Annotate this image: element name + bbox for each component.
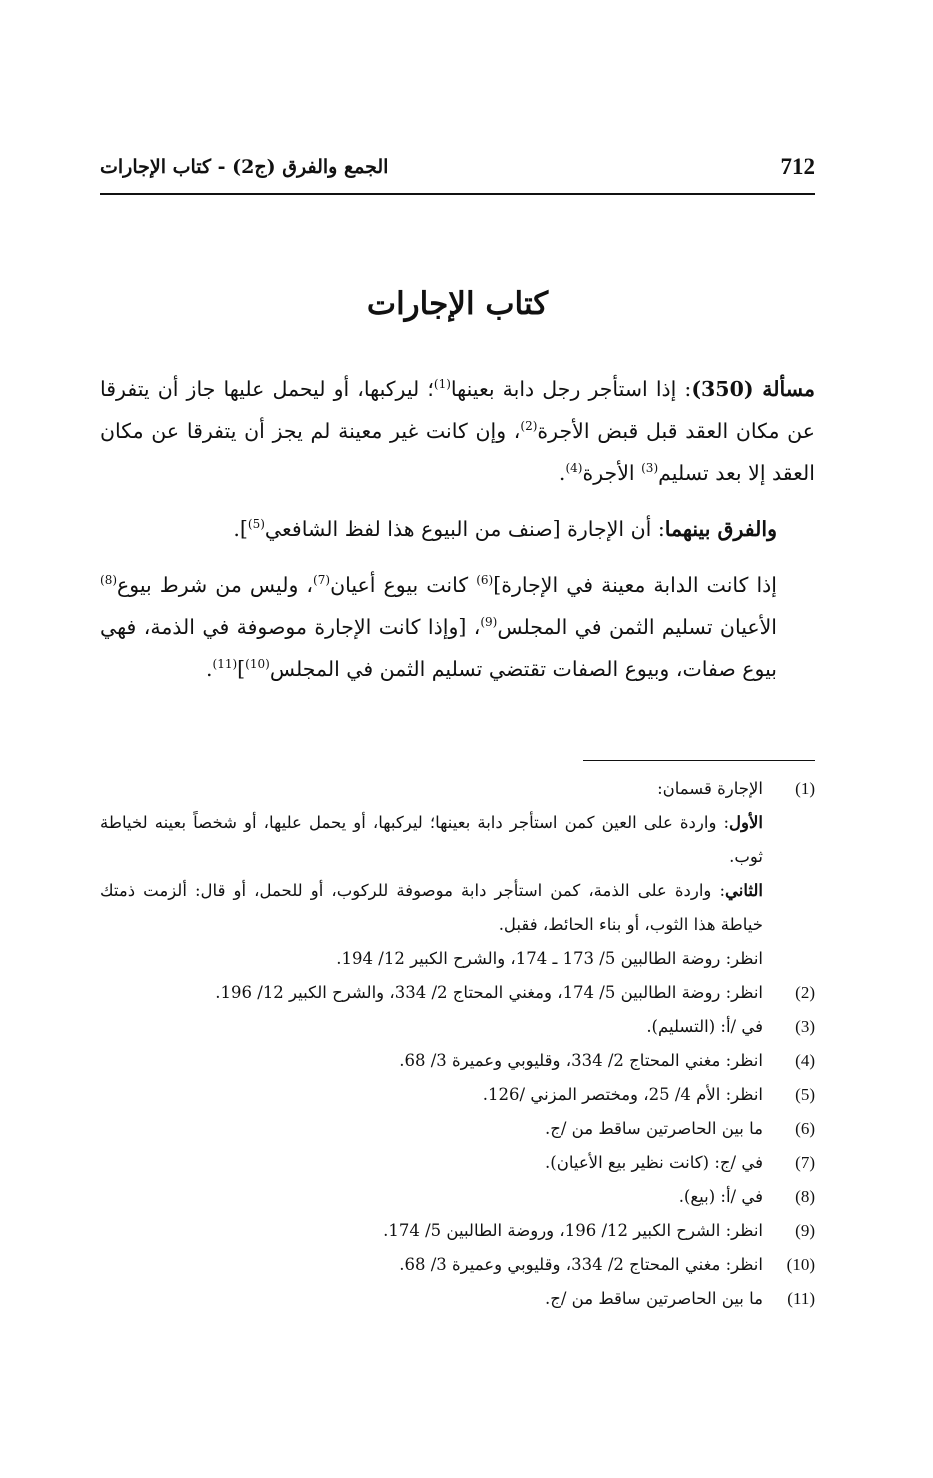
footnote-9: (9) انظر: الشرح الكبير 12/ 196، وروضة الطالبين 5/ 174.	[100, 1214, 815, 1248]
footnote-1-source: انظر: روضة الطالبين 5/ 173 ـ 174، والشرح الكبير 12/ 194.	[336, 949, 763, 968]
footnote-2: (2) انظر: روضة الطالبين 5/ 174، ومغني المحتاج 2/ 334، والشرح الكبير 12/ 196.	[100, 976, 815, 1010]
footnote-6: (6) ما بين الحاصرتين ساقط من /ج.	[100, 1112, 815, 1146]
masala-label: مسألة (350)	[691, 377, 816, 401]
footnote-ref: (4)	[565, 461, 583, 476]
footnote-number: (7)	[795, 1153, 815, 1172]
footnote-ref: (5)	[247, 517, 265, 532]
footnote-ref: (6)	[476, 573, 494, 588]
paragraph-explanation: إذا كانت الدابة معينة في الإجارة]$^{(6)}$ كانت بيوع أعيان$^{(7)}$، وليس من شرط بيوع$^{(8)}$ الأعيان تسليم الثمن في المجلس$^{(9)}$، [وإذا كانت الإجارة موصوفة في الذمة، فهي بيوع صفات، وبيوع الصفات تقتضي تسليم الثمن في المجلس$^{(10)}$]$^{(11)}$.	[100, 573, 778, 681]
footnote-ref: (11)	[212, 657, 238, 672]
header-divider	[100, 193, 815, 195]
footnote-ref: (3)	[641, 461, 659, 476]
footnote-10: (10) انظر: مغني المحتاج 2/ 334، وقليوبي وعميرة 3/ 68.	[100, 1248, 815, 1282]
paragraph-masala: مسألة (350): إذا استأجر رجل دابة بعينها$^{(1)}$؛ ليركبها، أو ليحمل عليها جاز أن يتفرقا عن مكان العقد قبل قبض الأجرة$^{(2)}$، وإن كانت غير معينة لم يجز أن يتفرقا عن مكان العقد إلا بعد تسليم$^{(3)}$ الأجرة$^{(4)}$.	[100, 377, 816, 485]
footnote-ref: (8)	[100, 573, 118, 588]
footnote-5: (5) انظر: الأم 4/ 25، ومختصر المزني /126.	[100, 1078, 815, 1112]
footnote-number: (3)	[795, 1017, 815, 1036]
footnote-4: (4) انظر: مغني المحتاج 2/ 334، وقليوبي وعميرة 3/ 68.	[100, 1044, 815, 1078]
footnote-number: (1)	[795, 779, 815, 798]
chapter-title: كتاب الإجارات	[366, 286, 549, 322]
footnotes	[100, 772, 815, 1316]
footnote-number: (10)	[786, 1255, 815, 1274]
footnote-number: (8)	[795, 1187, 815, 1206]
main-text	[100, 368, 815, 704]
footnote-number: (4)	[795, 1051, 815, 1070]
footnote-3: (3) في /أ: (التسليم).	[100, 1010, 815, 1044]
footnote-1: (1) الإجارة قسمان:	[100, 772, 815, 806]
footnote-number: (5)	[795, 1085, 815, 1104]
footnote-11: (11) ما بين الحاصرتين ساقط من /ج.	[100, 1282, 815, 1316]
footnote-ref: (2)	[520, 419, 538, 434]
paragraph-farq: والفرق بينهما: أن الإجارة [صنف من البيوع هذا لفظ الشافعي$^{(5)}$].	[233, 517, 777, 541]
footnote-number: (9)	[795, 1221, 815, 1240]
footnote-ref: (9)	[480, 615, 498, 630]
footnote-1-second: الثاني: واردة على الذمة، كمن استأجر دابة موصوفة للركوب، أو للحمل، أو قال: ألزمت ذمتك خياطة هذا الثوب، أو بناء الحائط، فقبل.	[100, 881, 763, 934]
footnote-ref: (1)	[433, 377, 451, 392]
page-header	[100, 150, 815, 192]
footnote-1-first: الأول: واردة على العين كمن استأجر دابة بعينها؛ ليركبها، أو يحمل عليها، أو شخصاً بعينه لخياطة ثوب.	[100, 813, 763, 866]
running-title: الجمع والفرق (ج2) - كتاب الإجارات	[100, 156, 389, 178]
footnote-7: (7) في /ج: (كانت نظير بيع الأعيان).	[100, 1146, 815, 1180]
farq-label: والفرق بينهما	[664, 517, 777, 541]
footnote-divider	[583, 760, 815, 761]
footnote-ref: (7)	[313, 573, 331, 588]
footnote-8: (8) في /أ: (بيع).	[100, 1180, 815, 1214]
footnote-ref: (10)	[245, 657, 270, 672]
footnote-number: (2)	[795, 983, 815, 1002]
page-number: 712	[780, 154, 815, 179]
footnote-number: (6)	[795, 1119, 815, 1138]
footnote-number: (11)	[787, 1289, 815, 1308]
